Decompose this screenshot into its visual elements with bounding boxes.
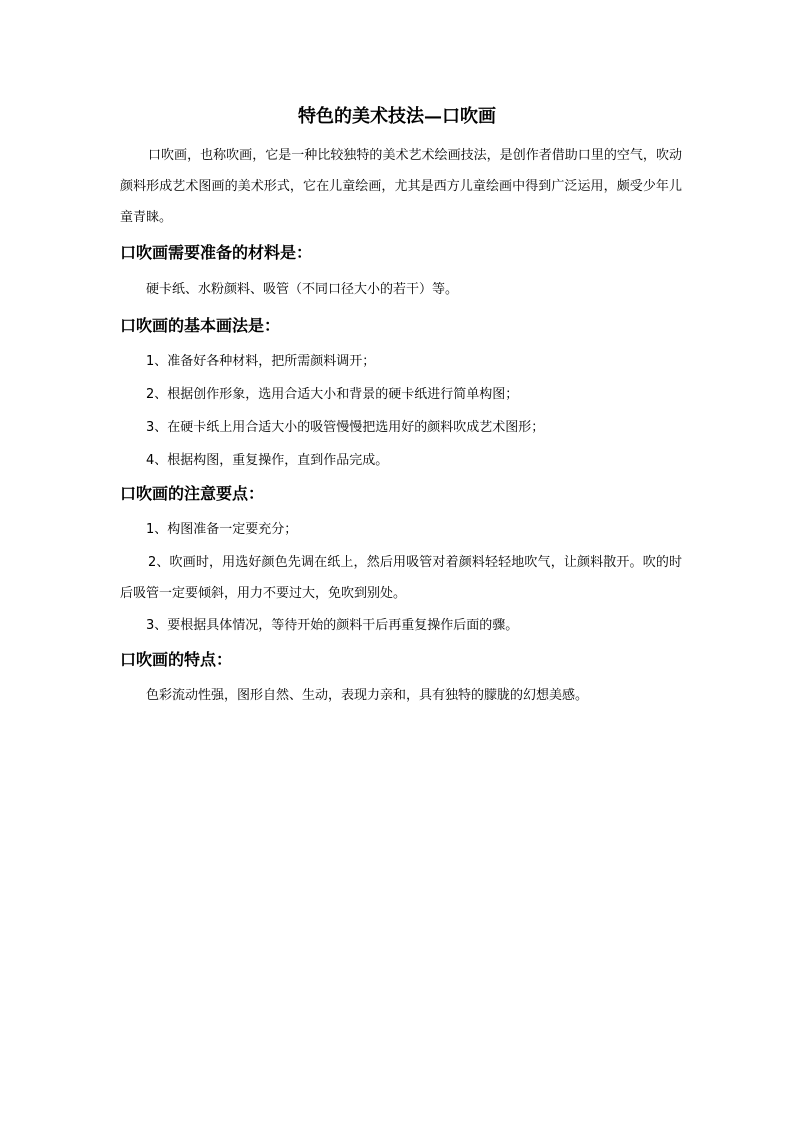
method-step: 4、根据构图，重复操作，直到作品完成。 [146, 453, 389, 468]
notes-item: 3、要根据具体情况，等待开始的颜料干后再重复操作后面的骤。 [146, 618, 519, 633]
notes-item: 2、吹画时，用选好颜色先调在纸上，然后用吸管对着颜料轻轻地吹气，让颜料散开。吹的时后吸管一定要倾斜，用力不要过大，免吹到别处。 [120, 555, 682, 601]
notes-item: 1、构图准备一定要充分； [146, 522, 298, 537]
method-heading: 口吹画的基本画法是： [120, 316, 281, 335]
method-step: 2、根据创作形象，选用合适大小和背景的硬卡纸进行简单构图； [146, 387, 519, 402]
notes-heading: 口吹画的注意要点： [120, 484, 265, 503]
method-step: 1、准备好各种材料，把所需颜料调开； [146, 354, 376, 369]
features-text: 色彩流动性强，图形自然、生动，表现力亲和，具有独特的朦胧的幻想美感。 [146, 688, 589, 703]
materials-text: 硬卡纸、水粉颜料、吸管（不同口径大小的若干）等。 [146, 282, 459, 297]
document-title: 特色的美术技法—口吹画 [298, 106, 496, 127]
method-step: 3、在硬卡纸上用合适大小的吸管慢慢把选用好的颜料吹成艺术图形； [146, 420, 545, 435]
materials-heading: 口吹画需要准备的材料是： [120, 243, 313, 262]
features-heading: 口吹画的特点： [120, 650, 233, 669]
intro-paragraph: 口吹画，也称吹画，它是一种比较独特的美术艺术绘画技法，是创作者借助口里的空气，吹动颜料形成艺术图画的美术形式，它在儿童绘画，尤其是西方儿童绘画中得到广泛运用，颇受少年儿童青睐。 [120, 148, 682, 225]
